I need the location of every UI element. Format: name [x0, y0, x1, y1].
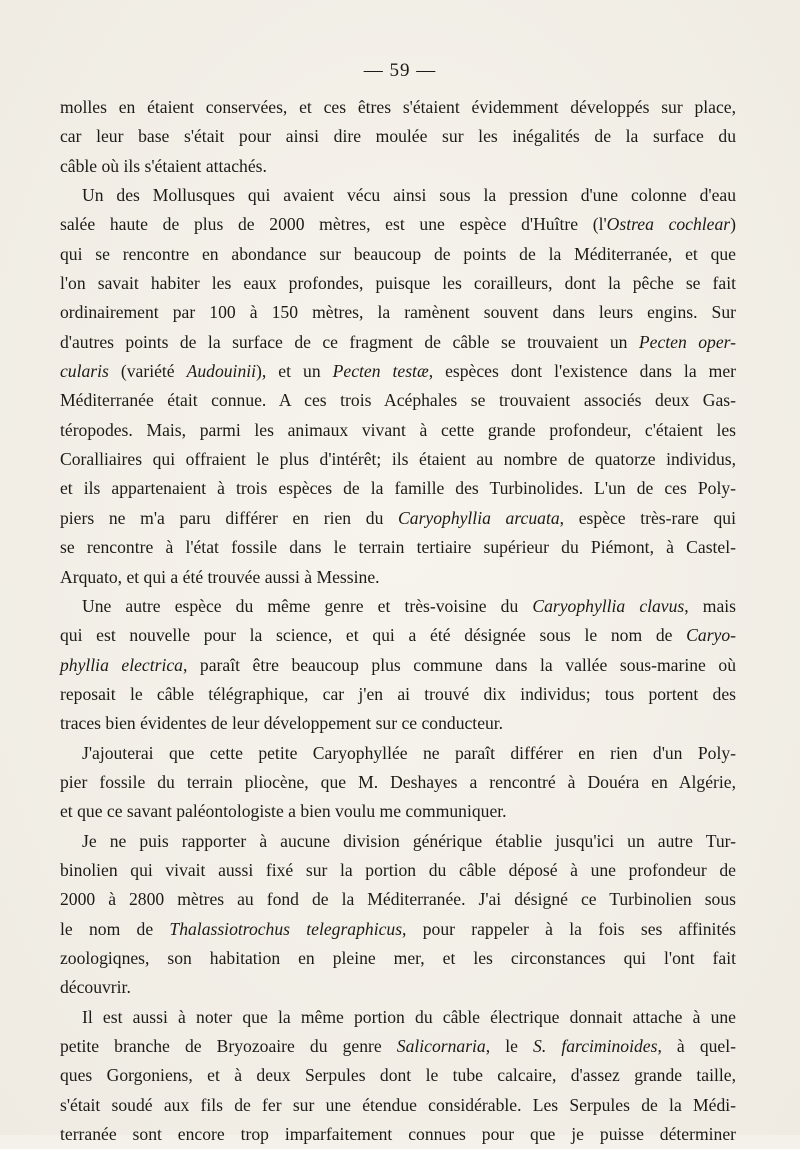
text-line	[60, 269, 736, 298]
text-line	[60, 856, 736, 885]
text-segment: qui se rencontre en abondance sur beaucoup de points de la Méditerranée, et que	[60, 243, 736, 264]
page-number: — 59 —	[363, 60, 437, 81]
text-segment: molles en étaient conservées, et ces êtres s'étaient évidemment développés sur place,	[60, 97, 736, 117]
text-segment: , espèces dont l'existence dans la mer	[428, 361, 736, 382]
text-segment: Méditerranée était connue. A ces trois Acéphales se trouvaient associés deux Gas-	[60, 390, 736, 411]
text-line	[60, 210, 736, 239]
italic-text: Pecten testæ	[332, 361, 429, 382]
text-segment: téropodes. Mais, parmi les animaux vivant à cette grande profondeur, c'étaient les	[60, 419, 736, 440]
text-line	[60, 1032, 736, 1061]
text-segment: Arquato, et qui a été trouvée aussi à Messine.	[60, 566, 380, 587]
italic-text: Thalassiotrochus telegraphicus	[169, 918, 403, 939]
text-line	[60, 1061, 736, 1090]
text-line	[60, 592, 736, 621]
text-line	[60, 533, 736, 562]
text-segment: Coralliaires qui offraient le plus d'intérêt; ils étaient au nombre de quatorze individus,	[60, 449, 736, 470]
text-segment: , le	[485, 1036, 534, 1056]
text-line	[60, 621, 736, 650]
text-line	[60, 1091, 736, 1120]
text-line	[60, 416, 736, 445]
text-segment: , pour rappeler à la fois ses affinités	[402, 918, 736, 939]
text-line	[60, 973, 736, 1002]
text-segment: ques Gorgoniens, et à deux Serpules dont le tube calcaire, d'assez grande taille,	[60, 1065, 736, 1086]
italic-text: Caryophyllia clavus	[532, 595, 685, 616]
text-segment: 2000 à 2800 mètres au fond de la Méditerranée. J'ai désigné ce Turbinolien sous	[60, 889, 736, 910]
text-line	[60, 680, 736, 709]
italic-text: Caryophyllia arcuata	[398, 507, 560, 528]
text-segment: salée haute de plus de 2000 mètres, est une espèce d'Huître (l'	[60, 214, 607, 235]
text-segment: Une autre espèce du même genre et très-voisine du	[82, 595, 533, 616]
text-segment: découvrir.	[60, 977, 131, 998]
text-segment: câble où ils s'étaient attachés.	[60, 155, 267, 176]
text-segment: binolien qui vivait aussi fixé sur la portion du câble déposé à une profondeur de	[60, 859, 736, 880]
text-segment: reposait le câble télégraphique, car j'en ai trouvé dix individus; tous portent des	[60, 683, 736, 704]
text-segment: pier fossile du terrain pliocène, que M. Deshayes a rencontré à Douéra en Algérie,	[60, 771, 736, 792]
text-line	[60, 386, 736, 415]
text-segment: petite branche de Bryozoaire du genre	[60, 1036, 397, 1056]
text-segment: et ils appartenaient à trois espèces de la famille des Turbinolides. L'un de ces Poly-	[60, 478, 736, 499]
text-line	[60, 445, 736, 474]
text-line	[60, 328, 736, 357]
text-segment: et que ce savant paléontologiste a bien voulu me communiquer.	[60, 801, 507, 822]
italic-text: Audouinii	[186, 361, 257, 382]
text-line	[60, 915, 736, 944]
text-segment: ordinairement par 100 à 150 mètres, la ramènent souvent dans leurs engins. Sur	[60, 302, 736, 323]
text-segment: terranée sont encore trop imparfaitement connues pour que je puisse déterminer	[60, 1124, 736, 1145]
italic-text: Pecten oper-	[638, 331, 736, 352]
text-segment: , paraît être beaucoup plus commune dans la vallée sous-marine où	[182, 654, 736, 675]
text-segment: traces bien évidentes de leur développement sur ce conducteur.	[60, 713, 504, 734]
text-line	[60, 298, 736, 327]
text-line	[60, 122, 736, 151]
text-line	[60, 768, 736, 797]
text-segment: Je ne puis rapporter à aucune division générique établie jusqu'ici un autre Tur-	[82, 830, 736, 851]
text-segment: piers ne m'a paru différer en rien du	[60, 507, 399, 528]
text-segment: J'ajouterai que cette petite Caryophyllée ne paraît différer en rien d'un Poly-	[82, 742, 736, 763]
text-segment: zoologiqnes, son habitation en pleine mer, et les circonstances qui l'ont fait	[60, 947, 736, 968]
text-segment: Il est aussi à noter que la même portion du câble électrique donnait attache à une	[82, 1006, 736, 1027]
text-segment: , espèce très-rare qui	[559, 507, 736, 528]
text-line	[60, 709, 736, 738]
text-line	[60, 739, 736, 768]
text-line	[60, 797, 736, 826]
text-segment: car leur base s'était pour ainsi dire moulée sur les inégalités de la surface du	[60, 126, 736, 147]
text-segment: (variété	[108, 361, 187, 382]
text-segment: , mais	[684, 595, 737, 616]
text-segment: se rencontre à l'état fossile dans le terrain tertiaire supérieur du Piémont, à Castel-	[60, 537, 736, 558]
text-line	[60, 93, 736, 122]
italic-text: Caryo-	[686, 625, 736, 646]
italic-text: Salicornaria	[396, 1036, 486, 1056]
text-line	[60, 240, 736, 269]
text-segment: l'on savait habiter les eaux profondes, puisque les corailleurs, dont la pêche se fait	[60, 273, 736, 294]
text-segment: Un des Mollusques qui avaient vécu ainsi sous la pression d'une colonne d'eau	[82, 185, 736, 206]
italic-text: phyllia electrica	[60, 654, 183, 675]
text-line	[60, 827, 736, 856]
text-segment: ), et un	[256, 361, 333, 382]
text-segment: , à quel-	[657, 1036, 736, 1056]
italic-text: Ostrea cochlear	[606, 214, 731, 235]
italic-text: S. farciminoides	[533, 1036, 658, 1056]
text-line	[60, 504, 736, 533]
text-segment: le nom de	[60, 918, 170, 939]
text-line	[60, 181, 736, 210]
text-line	[60, 152, 736, 181]
text-line	[60, 474, 736, 503]
body-text	[60, 93, 736, 1149]
text-segment: s'était soudé aux fils de fer sur une étendue considérable. Les Serpules de la Médi-	[60, 1094, 736, 1115]
text-segment: d'autres points de la surface de ce fragment de câble se trouvaient un	[60, 331, 639, 352]
text-segment: qui est nouvelle pour la science, et qui a été désignée sous le nom de	[60, 625, 687, 646]
text-line	[60, 563, 736, 592]
text-segment: )	[730, 214, 736, 235]
text-line	[60, 944, 736, 973]
italic-text: cularis	[60, 361, 109, 382]
text-line	[60, 885, 736, 914]
text-line	[60, 1003, 736, 1032]
text-line	[60, 357, 736, 386]
text-line	[60, 651, 736, 680]
